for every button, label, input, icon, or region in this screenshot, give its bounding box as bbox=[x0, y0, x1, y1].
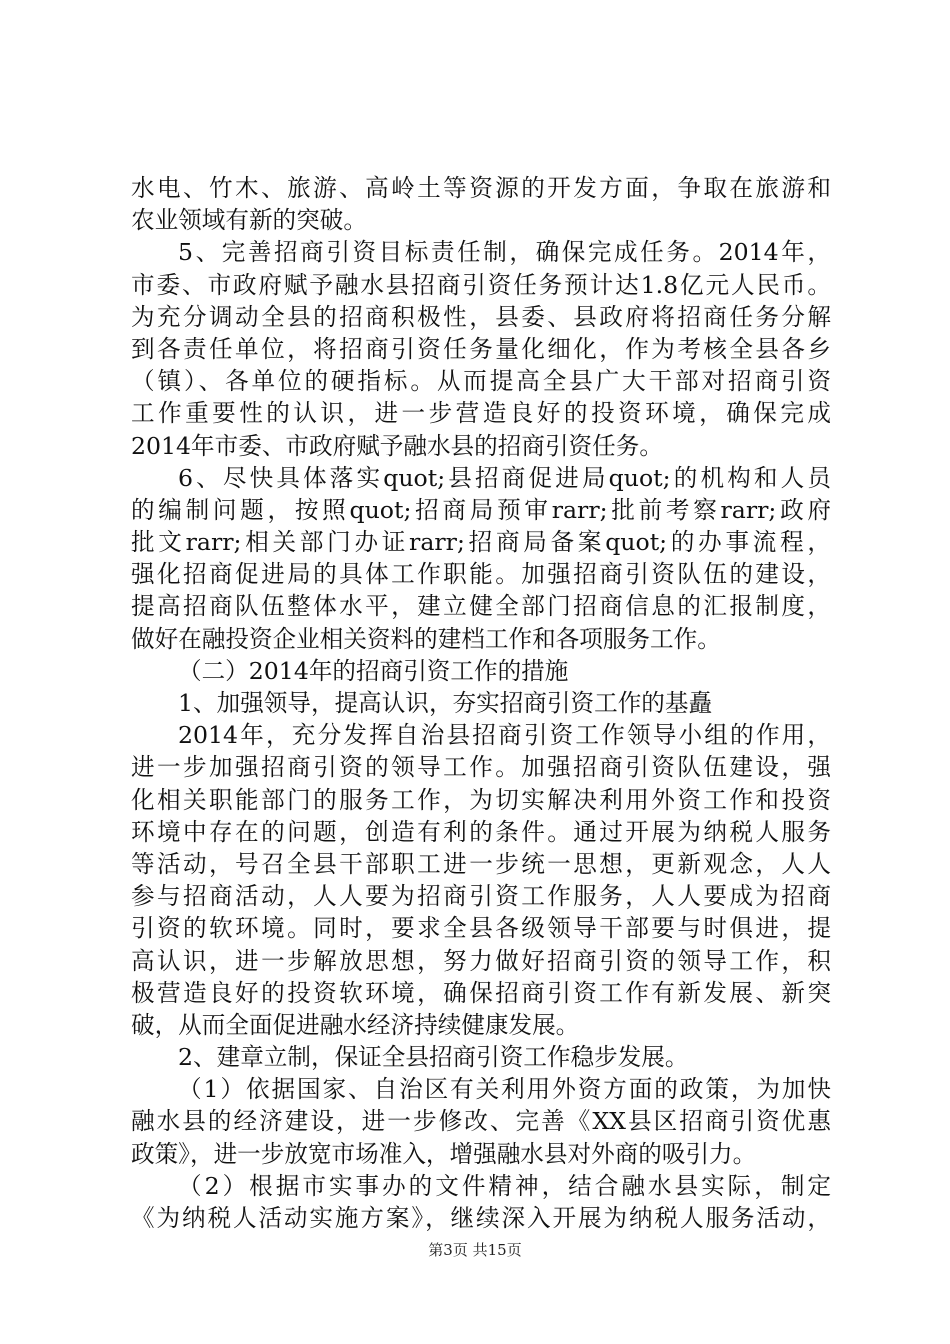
text-line: 提高招商队伍整体水平，建立健全部门招商信息的汇报制度， bbox=[131, 592, 831, 621]
text-line: 2014年，充分发挥自治县招商引资工作领导小组的作用， bbox=[178, 721, 831, 750]
text-line: （1）依据国家、自治区有关利用外资方面的政策，为加快 bbox=[178, 1075, 831, 1104]
page-footer: 第3页 共15页 bbox=[428, 1241, 522, 1259]
text-line: 政策》，进一步放宽市场准入，增强融水县对外商的吸引力。 bbox=[131, 1139, 757, 1168]
text-line: 2、建章立制，保证全县招商引资工作稳步发展。 bbox=[178, 1043, 689, 1072]
text-line: 等活动，号召全县干部职工进一步统一思想，更新观念，人人 bbox=[131, 849, 831, 878]
text-line: 引资的软环境。同时，要求全县各级领导干部要与时俱进，提 bbox=[131, 914, 831, 943]
text-line: 6、尽快具体落实quot;县招商促进局quot;的机构和人员 bbox=[178, 463, 831, 492]
text-line: （二）2014年的招商引资工作的措施 bbox=[178, 656, 569, 685]
text-line: 5、完善招商引资目标责任制，确保完成任务。2014年， bbox=[178, 238, 831, 267]
text-line: 进一步加强招商引资的领导工作。加强招商引资队伍建设，强 bbox=[131, 753, 831, 782]
text-line: 的编制问题，按照quot;招商局预审rarr;批前考察rarr;政府 bbox=[131, 495, 831, 524]
text-line: 为充分调动全县的招商积极性，县委、县政府将招商任务分解 bbox=[131, 302, 831, 331]
text-line: 批文rarr;相关部门办证rarr;招商局备案quot;的办事流程， bbox=[131, 528, 831, 557]
text-line: 工作重要性的认识，进一步营造良好的投资环境，确保完成 bbox=[131, 399, 831, 428]
text-line: 市委、市政府赋予融水县招商引资任务预计达1.8亿元人民币。 bbox=[131, 270, 831, 299]
text-line: 极营造良好的投资软环境，确保招商引资工作有新发展、新突 bbox=[131, 978, 831, 1007]
text-line: 2014年市委、市政府赋予融水县的招商引资任务。 bbox=[131, 431, 663, 460]
document-body bbox=[131, 172, 831, 1234]
text-line: 水电、竹木、旅游、高岭土等资源的开发方面，争取在旅游和 bbox=[131, 174, 831, 202]
text-line: 破，从而全面促进融水经济持续健康发展。 bbox=[131, 1010, 580, 1039]
text-line: 参与招商活动，人人要为招商引资工作服务，人人要成为招商 bbox=[131, 882, 831, 911]
text-line: （2）根据市实事办的文件精神，结合融水县实际，制定 bbox=[178, 1171, 831, 1200]
text-line: 到各责任单位，将招商引资任务量化细化，作为考核全县各乡 bbox=[131, 334, 831, 363]
text-line: 环境中存在的问题，创造有利的条件。通过开展为纳税人服务 bbox=[131, 817, 831, 846]
text-line: 农业领域有新的突破。 bbox=[131, 206, 367, 235]
text-line: 融水县的经济建设，进一步修改、完善《XX县区招商引资优惠 bbox=[131, 1107, 831, 1136]
text-line: 做好在融投资企业相关资料的建档工作和各项服务工作。 bbox=[131, 624, 721, 653]
text-line: 高认识，进一步解放思想，努力做好招商引资的领导工作，积 bbox=[131, 946, 831, 975]
text-line: 1、加强领导，提高认识，夯实招商引资工作的基矗 bbox=[178, 689, 713, 717]
text-line: 化相关职能部门的服务工作，为切实解决利用外资工作和投资 bbox=[131, 785, 831, 814]
text-line: （镇）、各单位的硬指标。从而提高全县广大干部对招商引资 bbox=[131, 367, 831, 396]
text-line: 强化招商促进局的具体工作职能。加强招商引资队伍的建设， bbox=[131, 560, 831, 589]
text-line: 《为纳税人活动实施方案》，继续深入开展为纳税人服务活动， bbox=[131, 1204, 831, 1232]
